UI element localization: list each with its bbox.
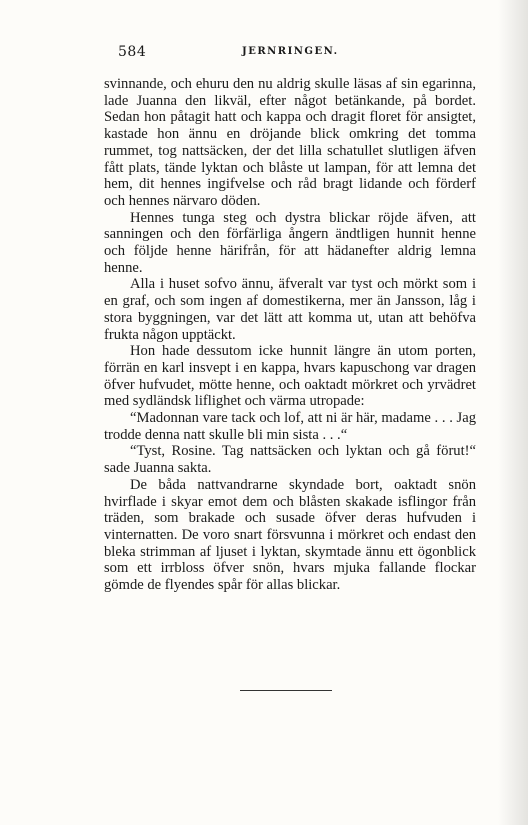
- paragraph: svinnande, och ehuru den nu aldrig skulle läsas af sin egarinna, lade Juanna den likväl, efter något betänkande, på bordet. Sedan hon påtagit hatt och kappa och dragit floret för ansigtet, kastade hon ännu en dröjande blick omkring det tomma rummet, tog nattsäcken, der det lilla schatullet slutligen äfven fått plats, tände lyktan och blåste ut lampan, för att lemna det hem, dit hennes ingifvelse och råd bragt lidande och förderf och hennes närvaro döden.: [104, 76, 476, 209]
- paragraph: “Madonnan vare tack och lof, att ni är här, madame . . . Jag trodde denna natt skulle bli min sista . . .“: [104, 410, 476, 443]
- page-header: [118, 44, 478, 64]
- page-number: 584: [118, 44, 147, 60]
- paragraph: De båda nattvandrarne skyndade bort, oaktadt snön hvirflade i skyar emot dem och blåsten skakade isflingor från träden, som brakade och susade öfver deras hufvuden i vinternatten. De voro snart försvunna i mörkret och endast den bleka strimman af ljuset i lyktan, skymtade ännu ett ögonblick som ett irrbloss öfver snön, hvars mjuka fallande flockar gömde de flyendes spår för allas blickar.: [104, 476, 476, 594]
- paragraph: Hon hade dessutom icke hunnit längre än utom porten, förrän en karl insvept i en kappa, hvars kapuschong var dragen öfver hufvudet, mötte henne, och oaktadt mörkret och yrvädret med sydländsk liflighet och värma utropade:: [104, 343, 476, 410]
- section-end-rule: [240, 690, 332, 691]
- paragraph: “Tyst, Rosine. Tag nattsäcken och lyktan och gå förut!“ sade Juanna sakta.: [104, 443, 476, 477]
- running-title: JERNRINGEN.: [242, 46, 339, 57]
- body-text: [104, 76, 476, 594]
- paragraph: Alla i huset sofvo ännu, äfveralt var tyst och mörkt som i en graf, och som ingen af domestikerna, mer än Jansson, låg i stora byggningen, var det lätt att komma ut, utan att behöfva frukta någon upptäckt.: [104, 276, 476, 343]
- paragraph: Hennes tunga steg och dystra blickar röjde äfven, att sanningen och den förfärliga ångern ändtligen hunnit henne och följde henne härifrån, för att hädanefter aldrig lemna henne.: [104, 209, 476, 276]
